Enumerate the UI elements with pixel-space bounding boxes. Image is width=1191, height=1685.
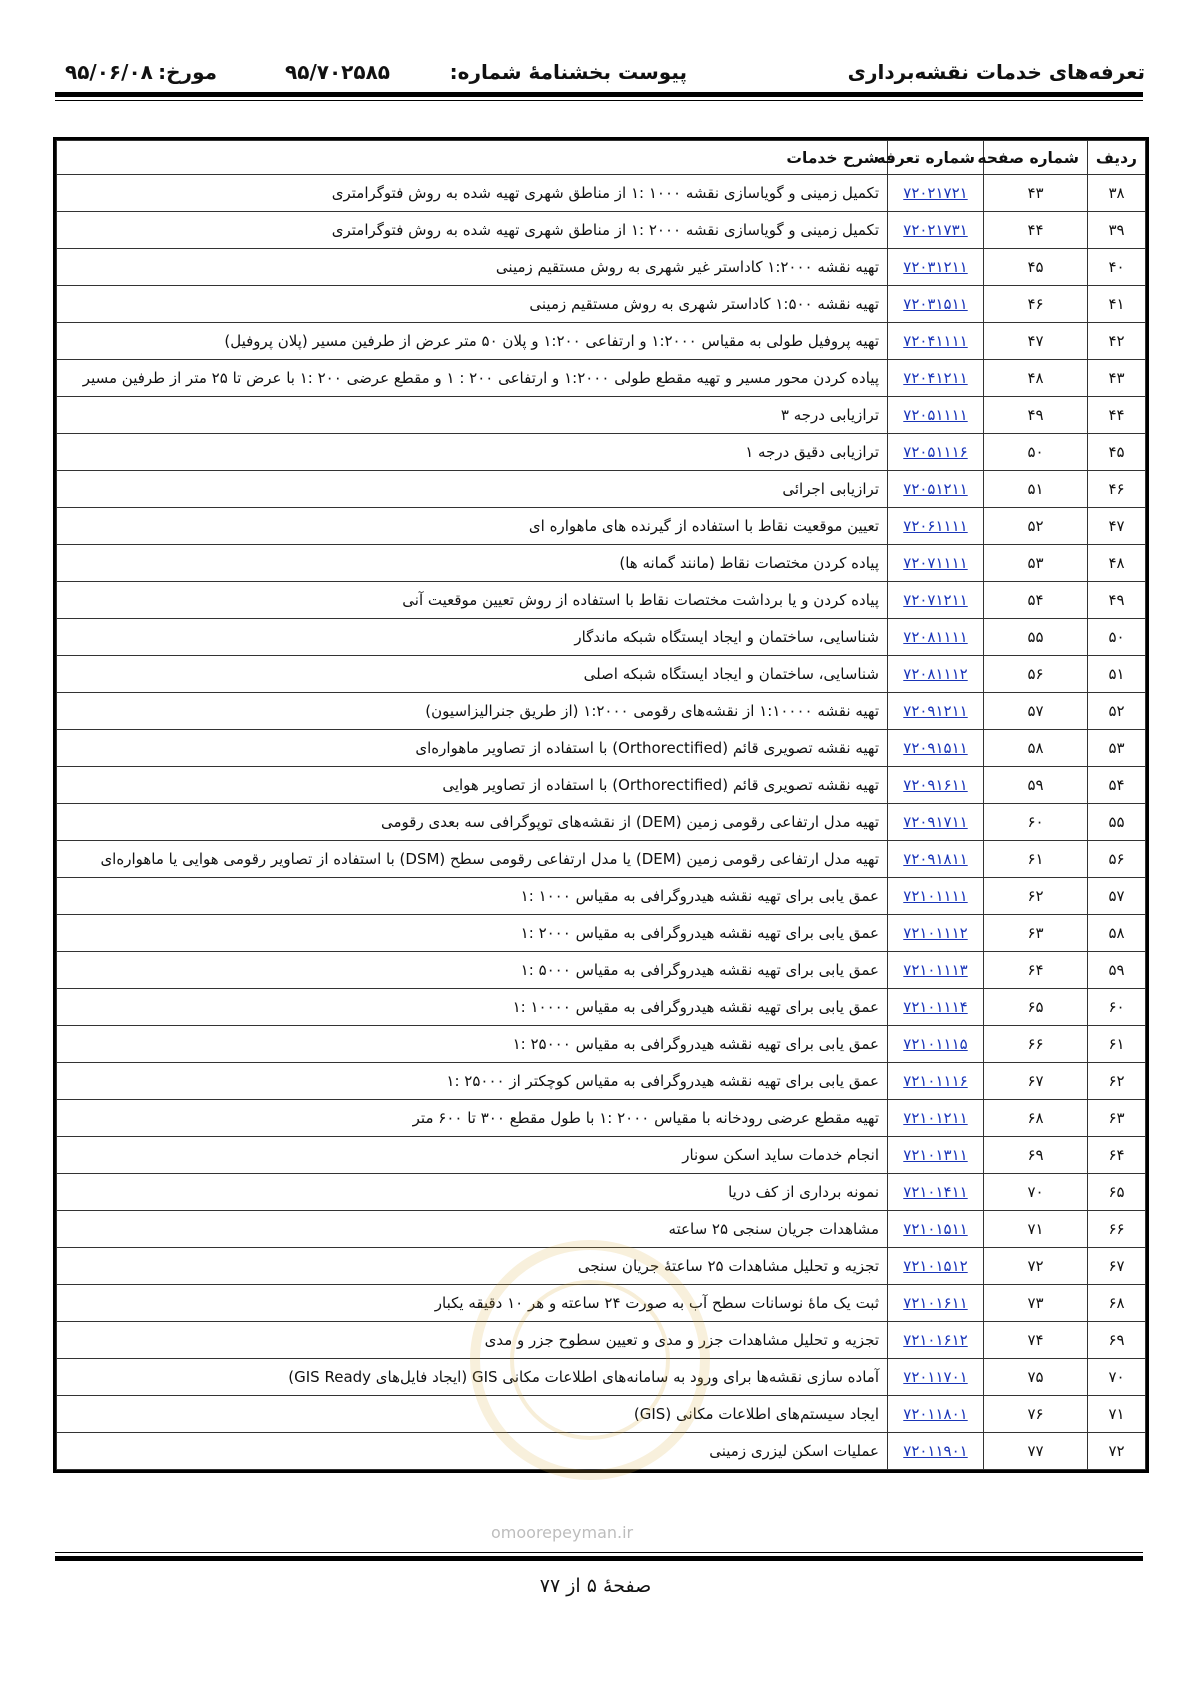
row-number-cell: ۵۱ xyxy=(1088,656,1146,693)
table-row xyxy=(57,1433,1146,1470)
service-description-cell: انجام خدمات ساید اسکن سونار xyxy=(57,1137,888,1174)
page-number-cell: ۵۶ xyxy=(984,656,1088,693)
page-number-cell: ۶۶ xyxy=(984,1026,1088,1063)
header-rule-thin xyxy=(55,100,1143,101)
table-row xyxy=(57,212,1146,249)
row-number-cell: ۶۰ xyxy=(1088,989,1146,1026)
service-description-cell: پیاده کردن مختصات نقاط (مانند گمانه ها) xyxy=(57,545,888,582)
service-description-cell: ثبت یک ماهٔ نوسانات سطح آب به صورت ۲۴ ساعته و هر ۱۰ دقیقه یکبار xyxy=(57,1285,888,1322)
tariff-code-link[interactable]: ۷۲۰۱۱۸۰۱ xyxy=(888,1396,984,1433)
table-row xyxy=(57,508,1146,545)
table-row xyxy=(57,915,1146,952)
table-row xyxy=(57,471,1146,508)
service-description-cell: عمق یابی برای تهیه نقشه هیدروگرافی به مقیاس کوچکتر از ۲۵۰۰۰ :۱ xyxy=(57,1063,888,1100)
table-row xyxy=(57,693,1146,730)
service-description-cell: تجزیه و تحلیل مشاهدات جزر و مدی و تعیین سطوح جزر و مدی xyxy=(57,1322,888,1359)
table-row xyxy=(57,175,1146,212)
page-number-cell: ۵۰ xyxy=(984,434,1088,471)
page-number-cell: ۷۴ xyxy=(984,1322,1088,1359)
row-number-cell: ۴۰ xyxy=(1088,249,1146,286)
table-row xyxy=(57,1396,1146,1433)
service-description-cell: تهیه نقشه ۱:۲۰۰۰ کاداستر غیر شهری به روش مستقیم زمینی xyxy=(57,249,888,286)
row-number-cell: ۵۵ xyxy=(1088,804,1146,841)
table-row xyxy=(57,878,1146,915)
page-number-cell: ۴۸ xyxy=(984,360,1088,397)
service-description-cell: ترازیابی دقیق درجه ۱ xyxy=(57,434,888,471)
tariff-code-link[interactable]: ۷۲۰۸۱۱۱۲ xyxy=(888,656,984,693)
page-number-cell: ۷۲ xyxy=(984,1248,1088,1285)
table-row xyxy=(57,1174,1146,1211)
table-row xyxy=(57,1100,1146,1137)
service-description-cell: عمق یابی برای تهیه نقشه هیدروگرافی به مقیاس ۲۵۰۰۰ :۱ xyxy=(57,1026,888,1063)
table-row xyxy=(57,804,1146,841)
table-row xyxy=(57,249,1146,286)
page-number-cell: ۶۹ xyxy=(984,1137,1088,1174)
watermark-url: omoorepeyman.ir xyxy=(491,1523,634,1542)
tariff-code-link[interactable]: ۷۲۱۰۱۵۱۱ xyxy=(888,1211,984,1248)
page-number-cell: ۷۳ xyxy=(984,1285,1088,1322)
service-description-cell: تعیین موقعیت نقاط با استفاده از گیرنده های ماهواره ای xyxy=(57,508,888,545)
table-row xyxy=(57,1285,1146,1322)
row-number-cell: ۵۳ xyxy=(1088,730,1146,767)
service-description-cell: تهیه پروفیل طولی به مقیاس ۱:۲۰۰۰ و ارتفاعی ۱:۲۰۰ و پلان ۵۰ متر عرض از طرفین مسیر (پلان پروفیل) xyxy=(57,323,888,360)
page-number-cell: ۵۵ xyxy=(984,619,1088,656)
table-row xyxy=(57,656,1146,693)
tariff-code-link[interactable]: ۷۲۱۰۱۱۱۲ xyxy=(888,915,984,952)
page-header xyxy=(55,60,1145,90)
row-number-cell: ۵۹ xyxy=(1088,952,1146,989)
tariff-code-link[interactable]: ۷۲۰۸۱۱۱۱ xyxy=(888,619,984,656)
service-description-cell: تکمیل زمینی و گویاسازی نقشه ۱۰۰۰ :۱ از مناطق شهری تهیه شده به روش فتوگرامتری xyxy=(57,175,888,212)
service-description-cell: عمق یابی برای تهیه نقشه هیدروگرافی به مقیاس ۲۰۰۰ :۱ xyxy=(57,915,888,952)
table-row xyxy=(57,1137,1146,1174)
page-number-cell: ۶۷ xyxy=(984,1063,1088,1100)
page-number-cell: ۶۰ xyxy=(984,804,1088,841)
row-number-cell: ۵۷ xyxy=(1088,878,1146,915)
tariff-code-link[interactable]: ۷۲۰۳۱۵۱۱ xyxy=(888,286,984,323)
row-number-cell: ۶۳ xyxy=(1088,1100,1146,1137)
table-row xyxy=(57,582,1146,619)
table-row xyxy=(57,286,1146,323)
page-number-cell: ۵۱ xyxy=(984,471,1088,508)
tariff-code-link[interactable]: ۷۲۰۵۱۱۱۶ xyxy=(888,434,984,471)
circular-date: ۹۵/۰۶/۰۸ xyxy=(65,60,153,84)
service-description-cell: پیاده کردن و یا برداشت مختصات نقاط با استفاده از روش تعیین موقعیت آنی xyxy=(57,582,888,619)
page-number-cell: ۷۶ xyxy=(984,1396,1088,1433)
table-header-row xyxy=(57,141,1146,175)
service-description-cell: تهیه نقشه ۱:۱۰۰۰۰ از نقشه‌های رقومی ۱:۲۰۰۰ (از طریق جنرالیزاسیون) xyxy=(57,693,888,730)
tariff-code-link[interactable]: ۷۲۰۹۱۶۱۱ xyxy=(888,767,984,804)
row-number-cell: ۵۸ xyxy=(1088,915,1146,952)
tariff-code-link[interactable]: ۷۲۰۹۱۸۱۱ xyxy=(888,841,984,878)
row-number-cell: ۴۷ xyxy=(1088,508,1146,545)
tariff-code-link[interactable]: ۷۲۰۷۱۱۱۱ xyxy=(888,545,984,582)
tariff-code-link[interactable]: ۷۲۰۴۱۱۱۱ xyxy=(888,323,984,360)
service-description-cell: عملیات اسکن لیزری زمینی xyxy=(57,1433,888,1470)
page-number-cell: ۴۴ xyxy=(984,212,1088,249)
tariff-code-link[interactable]: ۷۲۰۲۱۷۲۱ xyxy=(888,175,984,212)
page-number-cell: ۵۴ xyxy=(984,582,1088,619)
page-number-cell: ۶۸ xyxy=(984,1100,1088,1137)
column-header-service-description: شرح خدمات xyxy=(57,141,888,175)
page-number-cell: ۴۶ xyxy=(984,286,1088,323)
row-number-cell: ۴۳ xyxy=(1088,360,1146,397)
page-number-cell: ۷۰ xyxy=(984,1174,1088,1211)
row-number-cell: ۳۸ xyxy=(1088,175,1146,212)
service-description-cell: تهیه نقشه تصویری قائم (Orthorectified) با استفاده از تصاویر ماهواره‌ای xyxy=(57,730,888,767)
row-number-cell: ۶۵ xyxy=(1088,1174,1146,1211)
tariff-code-link[interactable]: ۷۲۰۷۱۲۱۱ xyxy=(888,582,984,619)
service-description-cell: تکمیل زمینی و گویاسازی نقشه ۲۰۰۰ :۱ از مناطق شهری تهیه شده به روش فتوگرامتری xyxy=(57,212,888,249)
table-row xyxy=(57,841,1146,878)
service-description-cell: پیاده کردن محور مسیر و تهیه مقطع طولی ۱:۲۰۰۰ و ارتفاعی ۲۰۰ : ۱ و مقطع عرضی ۲۰۰ :۱ با عرض تا ۲۵ متر از طرفین مسیر xyxy=(57,360,888,397)
tariff-code-link[interactable]: ۷۲۱۰۱۳۱۱ xyxy=(888,1137,984,1174)
table-row xyxy=(57,619,1146,656)
table-row xyxy=(57,360,1146,397)
footer-rule-thick xyxy=(55,1556,1143,1561)
row-number-cell: ۶۴ xyxy=(1088,1137,1146,1174)
page-number-cell: ۴۵ xyxy=(984,249,1088,286)
row-number-cell: ۷۲ xyxy=(1088,1433,1146,1470)
service-description-cell: تهیه مقطع عرضی رودخانه با مقیاس ۲۰۰۰ :۱ با طول مقطع ۳۰۰ تا ۶۰۰ متر xyxy=(57,1100,888,1137)
table-row xyxy=(57,434,1146,471)
page-number-cell: ۷۵ xyxy=(984,1359,1088,1396)
tariff-code-link[interactable]: ۷۲۰۹۱۵۱۱ xyxy=(888,730,984,767)
tariff-code-link[interactable]: ۷۲۱۰۱۲۱۱ xyxy=(888,1100,984,1137)
row-number-cell: ۴۵ xyxy=(1088,434,1146,471)
attachment-label: پیوست بخشنامهٔ شماره: xyxy=(449,60,687,84)
table-row xyxy=(57,767,1146,804)
row-number-cell: ۴۲ xyxy=(1088,323,1146,360)
document-title: تعرفه‌های خدمات نقشه‌برداری xyxy=(847,60,1145,84)
row-number-cell: ۴۴ xyxy=(1088,397,1146,434)
row-number-cell: ۵۲ xyxy=(1088,693,1146,730)
service-description-cell: آماده سازی نقشه‌ها برای ورود به سامانه‌های اطلاعات مکانی GIS (ایجاد فایل‌های GIS Ready) xyxy=(57,1359,888,1396)
page-number-cell: ۶۳ xyxy=(984,915,1088,952)
row-number-cell: ۴۸ xyxy=(1088,545,1146,582)
row-number-cell: ۳۹ xyxy=(1088,212,1146,249)
page-number-cell: ۶۲ xyxy=(984,878,1088,915)
column-header-page-number: شماره صفحه xyxy=(984,141,1088,175)
header-rule-thick xyxy=(55,92,1143,97)
tariff-code-link[interactable]: ۷۲۱۰۱۴۱۱ xyxy=(888,1174,984,1211)
row-number-cell: ۵۴ xyxy=(1088,767,1146,804)
tariff-code-link[interactable]: ۷۲۱۰۱۵۱۲ xyxy=(888,1248,984,1285)
row-number-cell: ۶۹ xyxy=(1088,1322,1146,1359)
page-number-cell: ۵۸ xyxy=(984,730,1088,767)
tariff-code-link[interactable]: ۷۲۰۶۱۱۱۱ xyxy=(888,508,984,545)
table-row xyxy=(57,545,1146,582)
footer-rule-thin xyxy=(55,1552,1143,1553)
table-row xyxy=(57,1026,1146,1063)
row-number-cell: ۶۶ xyxy=(1088,1211,1146,1248)
tariff-code-link[interactable]: ۷۲۱۰۱۱۱۱ xyxy=(888,878,984,915)
page-number-cell: ۶۱ xyxy=(984,841,1088,878)
service-description-cell: عمق یابی برای تهیه نقشه هیدروگرافی به مقیاس ۱۰۰۰ :۱ xyxy=(57,878,888,915)
tariff-code-link[interactable]: ۷۲۰۲۱۷۳۱ xyxy=(888,212,984,249)
page-number-cell: ۵۷ xyxy=(984,693,1088,730)
service-description-cell: ایجاد سیستم‌های اطلاعات مکانی (GIS) xyxy=(57,1396,888,1433)
row-number-cell: ۴۹ xyxy=(1088,582,1146,619)
table-row xyxy=(57,1063,1146,1100)
page-number-cell: ۵۹ xyxy=(984,767,1088,804)
row-number-cell: ۵۰ xyxy=(1088,619,1146,656)
tariff-code-link[interactable]: ۷۲۱۰۱۶۱۱ xyxy=(888,1285,984,1322)
row-number-cell: ۵۶ xyxy=(1088,841,1146,878)
table-row xyxy=(57,397,1146,434)
service-description-cell: عمق یابی برای تهیه نقشه هیدروگرافی به مقیاس ۱۰۰۰۰ :۱ xyxy=(57,989,888,1026)
service-description-cell: تهیه مدل ارتفاعی رقومی زمین (DEM) از نقشه‌های توپوگرافی سه بعدی رقومی xyxy=(57,804,888,841)
service-description-cell: شناسایی، ساختمان و ایجاد ایستگاه شبکه اصلی xyxy=(57,656,888,693)
service-description-cell: تهیه نقشه تصویری قائم (Orthorectified) با استفاده از تصاویر هوایی xyxy=(57,767,888,804)
column-header-row-number: ردیف xyxy=(1088,141,1146,175)
page-number-cell: ۴۹ xyxy=(984,397,1088,434)
service-description-cell: تجزیه و تحلیل مشاهدات ۲۵ ساعتهٔ جریان سنجی xyxy=(57,1248,888,1285)
table-row xyxy=(57,1248,1146,1285)
date-label: مورخ: xyxy=(158,60,217,84)
tariff-code-link[interactable]: ۷۲۱۰۱۱۱۵ xyxy=(888,1026,984,1063)
service-description-cell: تهیه مدل ارتفاعی رقومی زمین (DEM) یا مدل ارتفاعی رقومی سطح (DSM) با استفاده از تصاویر رقومی هوایی یا ماهواره‌ای xyxy=(57,841,888,878)
tariff-code-link[interactable]: ۷۲۰۱۱۹۰۱ xyxy=(888,1433,984,1470)
column-header-tariff-code: شماره تعرفه xyxy=(888,141,984,175)
table-row xyxy=(57,1359,1146,1396)
table-row xyxy=(57,989,1146,1026)
page-number-cell: ۶۴ xyxy=(984,952,1088,989)
row-number-cell: ۷۱ xyxy=(1088,1396,1146,1433)
circular-number: ۹۵/۷۰۲۵۸۵ xyxy=(285,60,390,84)
row-number-cell: ۶۸ xyxy=(1088,1285,1146,1322)
table-row xyxy=(57,1322,1146,1359)
service-description-cell: شناسایی، ساختمان و ایجاد ایستگاه شبکه ماندگار xyxy=(57,619,888,656)
row-number-cell: ۴۶ xyxy=(1088,471,1146,508)
table-row xyxy=(57,1211,1146,1248)
row-number-cell: ۶۷ xyxy=(1088,1248,1146,1285)
tariff-code-link[interactable]: ۷۲۰۳۱۲۱۱ xyxy=(888,249,984,286)
page-number-cell: ۴۷ xyxy=(984,323,1088,360)
table-row xyxy=(57,323,1146,360)
service-description-cell: مشاهدات جریان سنجی ۲۵ ساعته xyxy=(57,1211,888,1248)
service-description-cell: نمونه برداری از کف دریا xyxy=(57,1174,888,1211)
tariff-code-link[interactable]: ۷۲۰۱۱۷۰۱ xyxy=(888,1359,984,1396)
row-number-cell: ۶۲ xyxy=(1088,1063,1146,1100)
table-body xyxy=(57,175,1146,1470)
tariff-code-link[interactable]: ۷۲۱۰۱۶۱۲ xyxy=(888,1322,984,1359)
service-description-cell: عمق یابی برای تهیه نقشه هیدروگرافی به مقیاس ۵۰۰۰ :۱ xyxy=(57,952,888,989)
service-description-cell: تهیه نقشه ۱:۵۰۰ کاداستر شهری به روش مستقیم زمینی xyxy=(57,286,888,323)
tariff-code-link[interactable]: ۷۲۱۰۱۱۱۳ xyxy=(888,952,984,989)
tariff-code-link[interactable]: ۷۲۰۹۱۲۱۱ xyxy=(888,693,984,730)
tariff-code-link[interactable]: ۷۲۱۰۱۱۱۴ xyxy=(888,989,984,1026)
tariff-code-link[interactable]: ۷۲۱۰۱۱۱۶ xyxy=(888,1063,984,1100)
service-description-cell: ترازیابی اجرائی xyxy=(57,471,888,508)
tariff-table-container xyxy=(53,137,1149,1473)
table-row xyxy=(57,952,1146,989)
page-number-cell: ۶۵ xyxy=(984,989,1088,1026)
tariff-code-link[interactable]: ۷۲۰۵۱۲۱۱ xyxy=(888,471,984,508)
service-description-cell: ترازیابی درجه ۳ xyxy=(57,397,888,434)
tariff-code-link[interactable]: ۷۲۰۴۱۲۱۱ xyxy=(888,360,984,397)
row-number-cell: ۶۱ xyxy=(1088,1026,1146,1063)
row-number-cell: ۴۱ xyxy=(1088,286,1146,323)
page-number-cell: ۷۷ xyxy=(984,1433,1088,1470)
row-number-cell: ۷۰ xyxy=(1088,1359,1146,1396)
tariff-table xyxy=(56,140,1146,1470)
tariff-code-link[interactable]: ۷۲۰۹۱۷۱۱ xyxy=(888,804,984,841)
page-number-cell: ۵۳ xyxy=(984,545,1088,582)
table-row xyxy=(57,730,1146,767)
page-number-cell: ۵۲ xyxy=(984,508,1088,545)
page-number-cell: ۴۳ xyxy=(984,175,1088,212)
page-number-cell: ۷۱ xyxy=(984,1211,1088,1248)
page-footer: صفحهٔ ۵ از ۷۷ xyxy=(539,1575,652,1597)
tariff-code-link[interactable]: ۷۲۰۵۱۱۱۱ xyxy=(888,397,984,434)
